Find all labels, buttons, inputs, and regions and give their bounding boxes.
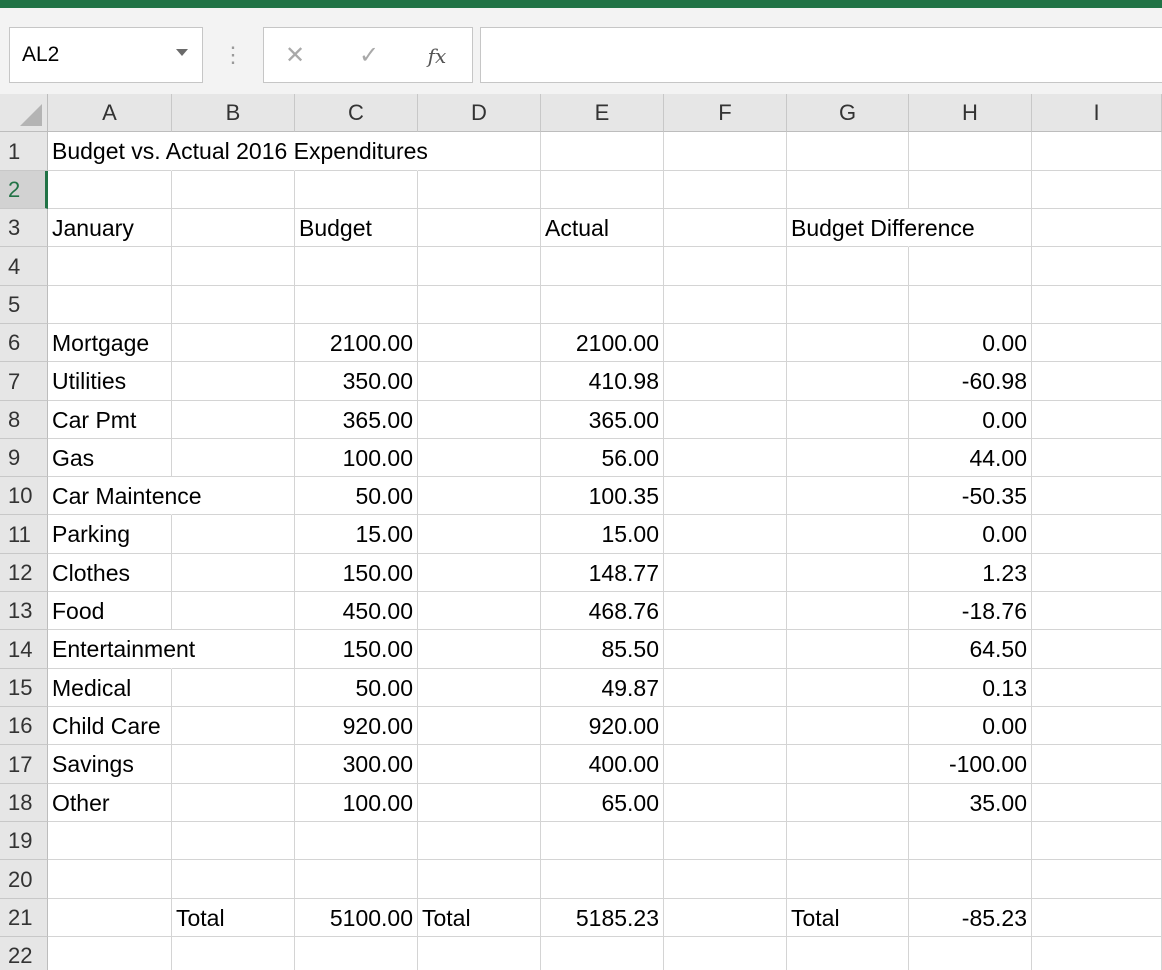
cell-d2[interactable]: [418, 171, 541, 209]
cell-g14[interactable]: [787, 630, 909, 669]
cell-g6[interactable]: [787, 324, 909, 362]
cell-c14[interactable]: 150.00: [295, 630, 418, 669]
cell-a18[interactable]: Other: [48, 784, 172, 822]
cell-g11[interactable]: [787, 515, 909, 554]
formula-input[interactable]: [480, 27, 1162, 83]
cell-d1[interactable]: [418, 132, 541, 171]
cell-b22[interactable]: [172, 937, 295, 970]
cell-a10[interactable]: Car Maintence: [48, 477, 172, 515]
cell-c7[interactable]: 350.00: [295, 362, 418, 401]
cell-i4[interactable]: [1032, 247, 1162, 286]
cell-h16[interactable]: 0.00: [909, 707, 1032, 745]
cell-f11[interactable]: [664, 515, 787, 554]
row-header-8[interactable]: 8: [0, 401, 48, 439]
row-header-6[interactable]: 6: [0, 324, 48, 362]
cell-d13[interactable]: [418, 592, 541, 630]
select-all-button[interactable]: [0, 94, 48, 132]
cell-f19[interactable]: [664, 822, 787, 860]
row-header-3[interactable]: 3: [0, 209, 48, 247]
cell-d19[interactable]: [418, 822, 541, 860]
cell-h2[interactable]: [909, 171, 1032, 209]
cell-c12[interactable]: 150.00: [295, 554, 418, 592]
cell-c8[interactable]: 365.00: [295, 401, 418, 439]
cell-c11[interactable]: 15.00: [295, 515, 418, 554]
cell-c10[interactable]: 50.00: [295, 477, 418, 515]
cell-e3[interactable]: Actual: [541, 209, 664, 247]
cell-g8[interactable]: [787, 401, 909, 439]
cell-e2[interactable]: [541, 171, 664, 209]
cell-g18[interactable]: [787, 784, 909, 822]
cell-f10[interactable]: [664, 477, 787, 515]
cell-d17[interactable]: [418, 745, 541, 784]
cell-h21[interactable]: -85.23: [909, 899, 1032, 937]
cell-c6[interactable]: 2100.00: [295, 324, 418, 362]
cell-e1[interactable]: [541, 132, 664, 171]
cell-c3[interactable]: Budget: [295, 209, 418, 247]
cell-g12[interactable]: [787, 554, 909, 592]
cell-f2[interactable]: [664, 171, 787, 209]
row-header-17[interactable]: 17: [0, 745, 48, 784]
cell-h14[interactable]: 64.50: [909, 630, 1032, 669]
cell-b6[interactable]: [172, 324, 295, 362]
cell-h5[interactable]: [909, 286, 1032, 324]
cell-b9[interactable]: [172, 439, 295, 477]
cell-h7[interactable]: -60.98: [909, 362, 1032, 401]
cell-d18[interactable]: [418, 784, 541, 822]
cell-i20[interactable]: [1032, 860, 1162, 899]
cell-g17[interactable]: [787, 745, 909, 784]
row-header-18[interactable]: 18: [0, 784, 48, 822]
select-all-icon: [20, 104, 42, 126]
cell-i6[interactable]: [1032, 324, 1162, 362]
cell-e8[interactable]: 365.00: [541, 401, 664, 439]
formula-buttons: [263, 27, 473, 83]
cell-d22[interactable]: [418, 937, 541, 970]
cell-i22[interactable]: [1032, 937, 1162, 970]
cell-d6[interactable]: [418, 324, 541, 362]
cell-b2[interactable]: [172, 171, 295, 209]
cell-i15[interactable]: [1032, 669, 1162, 707]
cell-g4[interactable]: [787, 247, 909, 286]
cell-b12[interactable]: [172, 554, 295, 592]
cell-i1[interactable]: [1032, 132, 1162, 171]
cell-h9[interactable]: 44.00: [909, 439, 1032, 477]
cell-b4[interactable]: [172, 247, 295, 286]
cell-d7[interactable]: [418, 362, 541, 401]
cell-h19[interactable]: [909, 822, 1032, 860]
cell-a5[interactable]: [48, 286, 172, 324]
cell-f15[interactable]: [664, 669, 787, 707]
cell-d10[interactable]: [418, 477, 541, 515]
row-header-5[interactable]: 5: [0, 286, 48, 324]
cell-h15[interactable]: 0.13: [909, 669, 1032, 707]
column-header-f[interactable]: F: [664, 94, 787, 132]
cell-h11[interactable]: 0.00: [909, 515, 1032, 554]
cell-h12[interactable]: 1.23: [909, 554, 1032, 592]
row-header-21[interactable]: 21: [0, 899, 48, 937]
cell-b19[interactable]: [172, 822, 295, 860]
cell-g16[interactable]: [787, 707, 909, 745]
row-header-13[interactable]: 13: [0, 592, 48, 630]
cell-i11[interactable]: [1032, 515, 1162, 554]
cell-f22[interactable]: [664, 937, 787, 970]
cell-b17[interactable]: [172, 745, 295, 784]
row-header-15[interactable]: 15: [0, 669, 48, 707]
cell-h10[interactable]: -50.35: [909, 477, 1032, 515]
cell-g9[interactable]: [787, 439, 909, 477]
drag-handle-icon[interactable]: ⋮: [222, 42, 244, 67]
name-box[interactable]: AL2: [9, 27, 203, 83]
cell-c19[interactable]: [295, 822, 418, 860]
row-header-9[interactable]: 9: [0, 439, 48, 477]
column-header-d[interactable]: D: [418, 94, 541, 132]
cell-b16[interactable]: [172, 707, 295, 745]
cell-c22[interactable]: [295, 937, 418, 970]
cell-i5[interactable]: [1032, 286, 1162, 324]
cell-a11[interactable]: Parking: [48, 515, 172, 554]
insert-function-icon[interactable]: fx: [427, 44, 447, 68]
cell-g13[interactable]: [787, 592, 909, 630]
cell-a9[interactable]: Gas: [48, 439, 172, 477]
cell-e19[interactable]: [541, 822, 664, 860]
cell-h18[interactable]: 35.00: [909, 784, 1032, 822]
cell-d9[interactable]: [418, 439, 541, 477]
cell-e5[interactable]: [541, 286, 664, 324]
cell-f21[interactable]: [664, 899, 787, 937]
cell-g1[interactable]: [787, 132, 909, 171]
cell-i13[interactable]: [1032, 592, 1162, 630]
cell-e11[interactable]: 15.00: [541, 515, 664, 554]
cell-b15[interactable]: [172, 669, 295, 707]
cell-e20[interactable]: [541, 860, 664, 899]
cell-d4[interactable]: [418, 247, 541, 286]
cell-f17[interactable]: [664, 745, 787, 784]
cell-d14[interactable]: [418, 630, 541, 669]
cell-i9[interactable]: [1032, 439, 1162, 477]
cell-c16[interactable]: 920.00: [295, 707, 418, 745]
column-header-h[interactable]: H: [909, 94, 1032, 132]
cell-h13[interactable]: -18.76: [909, 592, 1032, 630]
column-header-g[interactable]: G: [787, 94, 909, 132]
cell-e16[interactable]: 920.00: [541, 707, 664, 745]
cell-g20[interactable]: [787, 860, 909, 899]
cell-d5[interactable]: [418, 286, 541, 324]
name-box-dropdown-icon[interactable]: [176, 49, 188, 56]
row-header-4[interactable]: 4: [0, 247, 48, 286]
row-header-20[interactable]: 20: [0, 860, 48, 899]
cell-b21[interactable]: Total: [172, 899, 295, 937]
column-header-e[interactable]: E: [541, 94, 664, 132]
cell-a4[interactable]: [48, 247, 172, 286]
cell-c5[interactable]: [295, 286, 418, 324]
row-header-7[interactable]: 7: [0, 362, 48, 401]
cell-a19[interactable]: [48, 822, 172, 860]
cell-c2[interactable]: [295, 171, 418, 209]
cell-i19[interactable]: [1032, 822, 1162, 860]
cell-g22[interactable]: [787, 937, 909, 970]
title-bar-accent: [0, 0, 1162, 8]
cell-g2[interactable]: [787, 171, 909, 209]
cell-f6[interactable]: [664, 324, 787, 362]
cell-h22[interactable]: [909, 937, 1032, 970]
cell-d11[interactable]: [418, 515, 541, 554]
cell-b5[interactable]: [172, 286, 295, 324]
cell-f13[interactable]: [664, 592, 787, 630]
cell-e12[interactable]: 148.77: [541, 554, 664, 592]
cell-b8[interactable]: [172, 401, 295, 439]
cell-d12[interactable]: [418, 554, 541, 592]
cell-c9[interactable]: 100.00: [295, 439, 418, 477]
cell-c21[interactable]: 5100.00: [295, 899, 418, 937]
cell-g10[interactable]: [787, 477, 909, 515]
cell-a16[interactable]: Child Care: [48, 707, 172, 745]
cell-c15[interactable]: 50.00: [295, 669, 418, 707]
column-header-c[interactable]: C: [295, 94, 418, 132]
column-header-b[interactable]: B: [172, 94, 295, 132]
cell-f16[interactable]: [664, 707, 787, 745]
cell-e9[interactable]: 56.00: [541, 439, 664, 477]
cell-a7[interactable]: Utilities: [48, 362, 172, 401]
cell-c20[interactable]: [295, 860, 418, 899]
cell-i14[interactable]: [1032, 630, 1162, 669]
cell-g21[interactable]: Total: [787, 899, 909, 937]
cell-a3[interactable]: January: [48, 209, 172, 247]
cell-f9[interactable]: [664, 439, 787, 477]
cell-a2[interactable]: [48, 171, 172, 209]
cell-i21[interactable]: [1032, 899, 1162, 937]
cell-a22[interactable]: [48, 937, 172, 970]
formula-bar-area: [0, 8, 1162, 94]
cell-i16[interactable]: [1032, 707, 1162, 745]
cell-f8[interactable]: [664, 401, 787, 439]
cell-h4[interactable]: [909, 247, 1032, 286]
cell-e4[interactable]: [541, 247, 664, 286]
cell-e10[interactable]: 100.35: [541, 477, 664, 515]
cell-d15[interactable]: [418, 669, 541, 707]
cell-i3[interactable]: [1032, 209, 1162, 247]
cell-h6[interactable]: 0.00: [909, 324, 1032, 362]
row-header-10[interactable]: 10: [0, 477, 48, 515]
cell-f7[interactable]: [664, 362, 787, 401]
cell-a1[interactable]: Budget vs. Actual 2016 Expenditures: [48, 132, 172, 171]
cell-b20[interactable]: [172, 860, 295, 899]
column-header-i[interactable]: I: [1032, 94, 1162, 132]
cell-h8[interactable]: 0.00: [909, 401, 1032, 439]
cell-i10[interactable]: [1032, 477, 1162, 515]
cell-b11[interactable]: [172, 515, 295, 554]
cell-g3[interactable]: Budget Difference: [787, 209, 909, 247]
row-header-16[interactable]: 16: [0, 707, 48, 745]
cell-a12[interactable]: Clothes: [48, 554, 172, 592]
column-header-a[interactable]: A: [48, 94, 172, 132]
cell-d21[interactable]: Total: [418, 899, 541, 937]
cell-c13[interactable]: 450.00: [295, 592, 418, 630]
cell-a13[interactable]: Food: [48, 592, 172, 630]
cell-f4[interactable]: [664, 247, 787, 286]
cell-a21[interactable]: [48, 899, 172, 937]
cell-a17[interactable]: Savings: [48, 745, 172, 784]
cell-e14[interactable]: 85.50: [541, 630, 664, 669]
cell-f18[interactable]: [664, 784, 787, 822]
row-header-2[interactable]: 2: [0, 171, 48, 209]
cell-c4[interactable]: [295, 247, 418, 286]
row-header-12[interactable]: 12: [0, 554, 48, 592]
cell-f20[interactable]: [664, 860, 787, 899]
cell-f14[interactable]: [664, 630, 787, 669]
cell-i8[interactable]: [1032, 401, 1162, 439]
row-header-14[interactable]: 14: [0, 630, 48, 669]
row-header-1[interactable]: 1: [0, 132, 48, 171]
cell-a15[interactable]: Medical: [48, 669, 172, 707]
worksheet-grid[interactable]: [0, 94, 1162, 970]
cell-g19[interactable]: [787, 822, 909, 860]
cell-h1[interactable]: [909, 132, 1032, 171]
cell-d3[interactable]: [418, 209, 541, 247]
row-header-11[interactable]: 11: [0, 515, 48, 554]
cell-b18[interactable]: [172, 784, 295, 822]
cell-g5[interactable]: [787, 286, 909, 324]
cell-f3[interactable]: [664, 209, 787, 247]
cell-e6[interactable]: 2100.00: [541, 324, 664, 362]
cell-d20[interactable]: [418, 860, 541, 899]
cell-e13[interactable]: 468.76: [541, 592, 664, 630]
cell-i17[interactable]: [1032, 745, 1162, 784]
cell-f5[interactable]: [664, 286, 787, 324]
cell-a8[interactable]: Car Pmt: [48, 401, 172, 439]
cell-a20[interactable]: [48, 860, 172, 899]
cell-i18[interactable]: [1032, 784, 1162, 822]
row-header-22[interactable]: 22: [0, 937, 48, 970]
cell-c18[interactable]: 100.00: [295, 784, 418, 822]
row-header-19[interactable]: 19: [0, 822, 48, 860]
cell-i7[interactable]: [1032, 362, 1162, 401]
cell-h20[interactable]: [909, 860, 1032, 899]
cell-e21[interactable]: 5185.23: [541, 899, 664, 937]
cell-a14[interactable]: Entertainment: [48, 630, 172, 669]
cell-b3[interactable]: [172, 209, 295, 247]
cell-h17[interactable]: -100.00: [909, 745, 1032, 784]
cell-e15[interactable]: 49.87: [541, 669, 664, 707]
cell-i12[interactable]: [1032, 554, 1162, 592]
cell-i2[interactable]: [1032, 171, 1162, 209]
cell-e22[interactable]: [541, 937, 664, 970]
cell-e7[interactable]: 410.98: [541, 362, 664, 401]
cancel-icon[interactable]: ✕: [284, 42, 306, 69]
enter-icon[interactable]: ✓: [358, 42, 380, 69]
cell-b13[interactable]: [172, 592, 295, 630]
cell-c17[interactable]: 300.00: [295, 745, 418, 784]
cell-e18[interactable]: 65.00: [541, 784, 664, 822]
cell-d16[interactable]: [418, 707, 541, 745]
cell-f1[interactable]: [664, 132, 787, 171]
cell-d8[interactable]: [418, 401, 541, 439]
cell-g7[interactable]: [787, 362, 909, 401]
cell-a6[interactable]: Mortgage: [48, 324, 172, 362]
cell-f12[interactable]: [664, 554, 787, 592]
cell-g15[interactable]: [787, 669, 909, 707]
cell-e17[interactable]: 400.00: [541, 745, 664, 784]
cell-b7[interactable]: [172, 362, 295, 401]
